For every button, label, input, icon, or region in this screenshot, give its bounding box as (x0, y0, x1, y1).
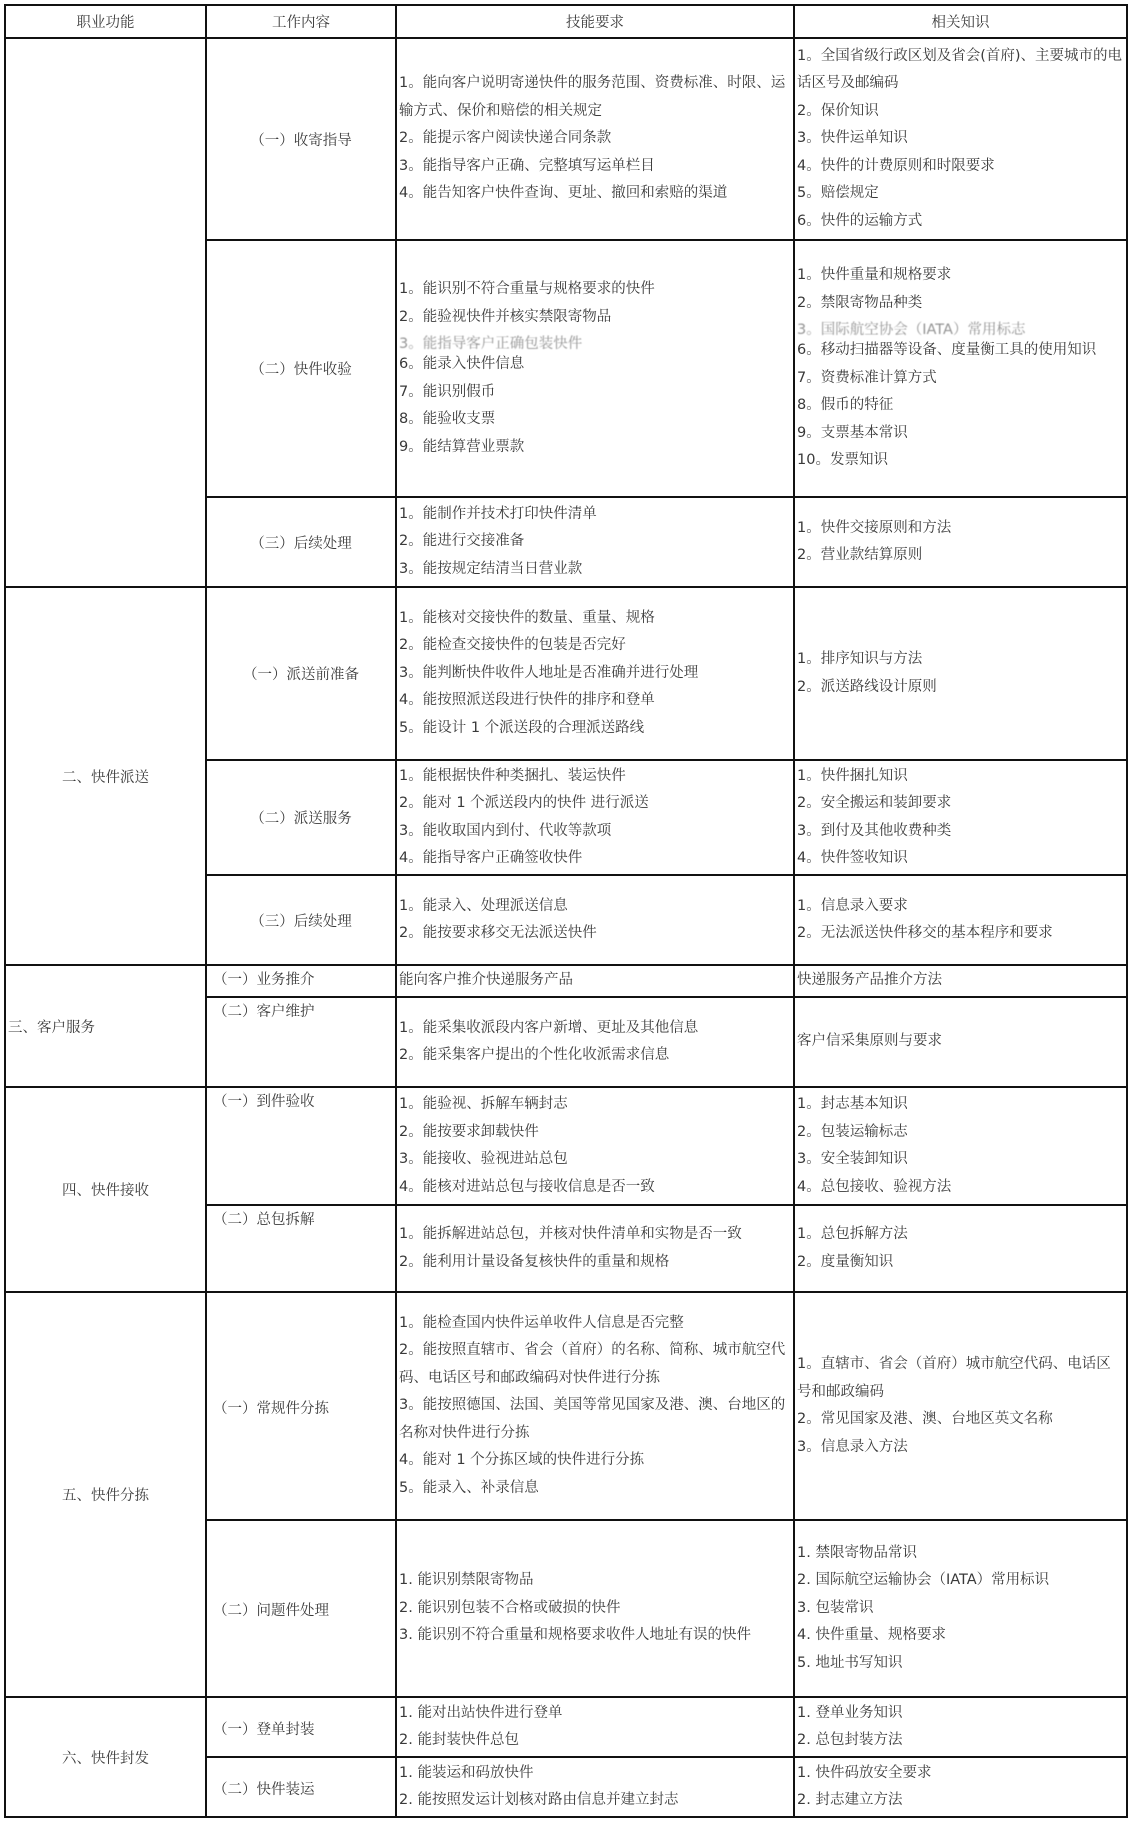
work-content-cell: （一）到件验收 (206, 1087, 396, 1205)
skill-item: 4。能告知客户快件查询、更址、撤回和索赔的渠道 (399, 185, 728, 202)
knowledge-cell (794, 875, 1127, 965)
knowledge-item: 1。全国省级行政区划及省会(首府)、主要城市的电话区号及邮编码 (797, 47, 1123, 92)
skill-item: 能向客户推介快递服务产品 (399, 972, 573, 989)
knowledge-cell (794, 1292, 1127, 1520)
knowledge-item: 5. 地址书写知识 (797, 1654, 903, 1671)
skill-item: 2。能按要求卸载快件 (399, 1123, 539, 1140)
knowledge-item: 7。资费标准计算方式 (797, 369, 937, 386)
skill-item: 1。能验视、拆解车辆封志 (399, 1096, 568, 1112)
table-row (5, 587, 1127, 760)
knowledge-item: 5。赔偿规定 (797, 185, 879, 202)
skill-item: 2。能按照直辖市、省会（首府）的名称、简称、城市航空代码、电话区号和邮政编码对快件进行分拣 (399, 1342, 786, 1386)
knowledge-item: 1。总包拆解方法 (797, 1226, 908, 1242)
skills-cell (396, 760, 794, 875)
work-content-cell: （二）快件收验 (206, 240, 396, 497)
knowledge-cell (794, 1087, 1127, 1205)
skills-cell (396, 997, 794, 1087)
skill-item: 1. 能装运和码放快件 (399, 1764, 534, 1781)
knowledge-item: 2. 总包封装方法 (797, 1732, 903, 1748)
skill-item: 1。能采集收派段内客户新增、更址及其他信息 (399, 1019, 699, 1036)
knowledge-item: 2. 封志建立方法 (797, 1792, 903, 1808)
work-content-cell: （三）后续处理 (206, 497, 396, 587)
work-content-cell: （一）派送前准备 (206, 587, 396, 760)
knowledge-cell (794, 1697, 1127, 1757)
knowledge-item: 2。常见国家及港、澳、台地区英文名称 (797, 1411, 1053, 1427)
skill-item: 1。能核对交接快件的数量、重量、规格 (399, 609, 655, 626)
skill-item: 8。能验收支票 (399, 411, 496, 427)
function-cell: 三、客户服务 (5, 965, 206, 1087)
skill-item: 3。能指导客户正确、完整填写运单栏目 (399, 157, 655, 174)
skills-cell (396, 875, 794, 965)
skills-cell (396, 1697, 794, 1757)
skill-item: 3。能按规定结清当日营业款 (399, 560, 583, 577)
skill-item: 2。能对 1 个派送段内的快件 进行派送 (399, 795, 649, 811)
skill-item: 2。能检查交接快件的包装是否完好 (399, 637, 626, 654)
knowledge-item: 1。快件重量和规格要求 (797, 267, 952, 284)
knowledge-item: 6。快件的运输方式 (797, 212, 923, 229)
header-related-knowledge: 相关知识 (794, 5, 1127, 38)
work-content-cell: （一）收寄指导 (206, 38, 396, 240)
knowledge-item: 3。国际航空协会（IATA）常用标志 (797, 322, 1026, 338)
work-content-cell: （二）派送服务 (206, 760, 396, 875)
skills-cell (396, 1757, 794, 1817)
table-row (5, 1697, 1127, 1757)
knowledge-item: 1. 登单业务知识 (797, 1704, 903, 1721)
knowledge-item: 1. 快件码放安全要求 (797, 1764, 932, 1781)
skills-cell (396, 1205, 794, 1292)
skill-item: 7。能识别假币 (399, 383, 496, 400)
knowledge-item: 3。快件运单知识 (797, 130, 908, 147)
work-content-cell: （二）客户维护 (206, 997, 396, 1087)
knowledge-item: 4。总包接收、验视方法 (797, 1178, 952, 1195)
header-skill-requirements: 技能要求 (396, 5, 794, 38)
skill-item: 1. 能对出站快件进行登单 (399, 1704, 563, 1721)
table-row (5, 38, 1127, 240)
knowledge-item: 1. 禁限寄物品常识 (797, 1544, 917, 1561)
knowledge-item: 客户信采集原则与要求 (797, 1033, 942, 1050)
work-content-cell: （一）登单封装 (206, 1697, 396, 1757)
table-header-row (5, 5, 1127, 38)
knowledge-cell (794, 965, 1127, 997)
knowledge-item: 1。排序知识与方法 (797, 651, 923, 667)
knowledge-item: 3. 包装常识 (797, 1599, 874, 1616)
knowledge-item: 2。包装运输标志 (797, 1123, 908, 1140)
skill-item: 2。能验视快件并核实禁限寄物品 (399, 308, 612, 325)
skills-cell (396, 240, 794, 497)
skills-cell (396, 497, 794, 587)
knowledge-cell (794, 240, 1127, 497)
knowledge-item: 2。禁限寄物品种类 (797, 294, 923, 311)
skill-item: 6。能录入快件信息 (399, 356, 525, 372)
skill-item: 4。能按照派送段进行快件的排序和登单 (399, 692, 655, 709)
function-cell (5, 38, 206, 587)
work-content-cell: （三）后续处理 (206, 875, 396, 965)
skill-item: 1。能检查国内快件运单收件人信息是否完整 (399, 1314, 684, 1331)
skill-item: 3。能指导客户正确包装快件 (399, 336, 583, 351)
skill-item: 1。能拆解进站总包，并核对快件清单和实物是否一致 (399, 1226, 742, 1242)
skill-item: 1。能根据快件种类捆扎、装运快件 (399, 767, 626, 784)
knowledge-item: 9。支票基本常识 (797, 424, 908, 441)
skill-item: 2。能利用计量设备复核快件的重量和规格 (399, 1253, 670, 1270)
skill-item: 1。能向客户说明寄递快件的服务范围、资费标准、时限、运输方式、保价和赔偿的相关规定 (399, 75, 786, 119)
skills-cell (396, 1292, 794, 1520)
skill-item: 4。能核对进站总包与接收信息是否一致 (399, 1178, 655, 1195)
function-cell: 六、快件封发 (5, 1697, 206, 1817)
skill-item: 2。能进行交接准备 (399, 533, 525, 550)
skill-item: 3。能判断快件收件人地址是否准确并进行处理 (399, 664, 699, 681)
knowledge-item: 1。快件捆扎知识 (797, 767, 908, 784)
table-row (5, 1292, 1127, 1520)
skills-cell (396, 965, 794, 997)
skill-item: 4。能对 1 个分拣区域的快件进行分拣 (399, 1452, 645, 1469)
knowledge-item: 1。快件交接原则和方法 (797, 519, 952, 536)
function-cell: 二、快件派送 (5, 587, 206, 965)
knowledge-item: 2。安全搬运和装卸要求 (797, 795, 952, 811)
knowledge-item: 6。移动扫描器等设备、度量衡工具的使用知识 (797, 342, 1097, 359)
knowledge-item: 10。发票知识 (797, 452, 888, 469)
knowledge-cell (794, 760, 1127, 875)
skill-item: 2。能提示客户阅读快递合同条款 (399, 130, 612, 147)
skill-item: 2. 能封装快件总包 (399, 1732, 519, 1748)
skill-item: 2. 能按照发运计划核对路由信息并建立封志 (399, 1792, 679, 1808)
function-cell: 五、快件分拣 (5, 1292, 206, 1697)
knowledge-item: 3。安全装卸知识 (797, 1151, 908, 1167)
skill-item: 4。能指导客户正确签收快件 (399, 850, 583, 866)
skill-item: 3。能按照德国、法国、美国等常见国家及港、澳、台地区的名称对快件进行分拣 (399, 1397, 786, 1441)
knowledge-item: 1。封志基本知识 (797, 1096, 908, 1112)
knowledge-item: 2。度量衡知识 (797, 1253, 894, 1270)
knowledge-item: 4。快件的计费原则和时限要求 (797, 157, 995, 174)
header-function: 职业功能 (5, 5, 206, 38)
skill-item: 1。能制作并技术打印快件清单 (399, 505, 597, 522)
skill-item: 1。能录入、处理派送信息 (399, 897, 568, 914)
skill-item: 5。能录入、补录信息 (399, 1479, 539, 1496)
knowledge-cell (794, 997, 1127, 1087)
knowledge-item: 4. 快件重量、规格要求 (797, 1627, 946, 1644)
skill-item: 5。能设计 1 个派送段的合理派送路线 (399, 719, 645, 736)
knowledge-item: 4。快件签收知识 (797, 850, 908, 866)
skill-item: 3. 能识别不符合重量和规格要求收件人地址有误的快件 (399, 1627, 751, 1644)
knowledge-item: 2。派送路线设计原则 (797, 678, 937, 695)
knowledge-cell (794, 1520, 1127, 1697)
knowledge-item: 3。信息录入方法 (797, 1438, 908, 1455)
skill-item: 9。能结算营业票款 (399, 438, 525, 455)
skill-item: 3。能接收、验视进站总包 (399, 1151, 568, 1167)
skills-cell (396, 587, 794, 760)
occupational-standard-table (4, 4, 1128, 1818)
knowledge-item: 快递服务产品推介方法 (797, 972, 942, 989)
skill-item: 1。能识别不符合重量与规格要求的快件 (399, 281, 655, 297)
table-row (5, 965, 1127, 997)
work-content-cell: （二）问题件处理 (206, 1520, 396, 1697)
skills-cell (396, 1520, 794, 1697)
work-content-cell: （一）常规件分拣 (206, 1292, 396, 1520)
work-content-cell: （二）总包拆解 (206, 1205, 396, 1292)
knowledge-cell (794, 1205, 1127, 1292)
table-row (5, 1087, 1127, 1205)
knowledge-item: 2. 国际航空运输协会（IATA）常用标识 (797, 1572, 1050, 1589)
knowledge-item: 1。信息录入要求 (797, 897, 908, 914)
work-content-cell: （一）业务推介 (206, 965, 396, 997)
skill-item: 2。能按要求移交无法派送快件 (399, 925, 597, 941)
skills-cell (396, 1087, 794, 1205)
skill-item: 3。能收取国内到付、代收等款项 (399, 822, 612, 839)
work-content-cell: （二）快件装运 (206, 1757, 396, 1817)
skill-item: 1. 能识别禁限寄物品 (399, 1572, 534, 1589)
knowledge-cell (794, 497, 1127, 587)
header-work-content: 工作内容 (206, 5, 396, 38)
knowledge-item: 2。保价知识 (797, 102, 879, 119)
knowledge-item: 1。直辖市、省会（首府）城市航空代码、电话区号和邮政编码 (797, 1356, 1111, 1400)
knowledge-item: 8。假币的特征 (797, 397, 894, 414)
function-cell: 四、快件接收 (5, 1087, 206, 1292)
knowledge-cell (794, 587, 1127, 760)
knowledge-item: 3。到付及其他收费种类 (797, 822, 952, 839)
knowledge-item: 2。无法派送快件移交的基本程序和要求 (797, 925, 1053, 941)
knowledge-cell (794, 38, 1127, 240)
knowledge-cell (794, 1757, 1127, 1817)
skills-cell (396, 38, 794, 240)
skill-item: 2。能采集客户提出的个性化收派需求信息 (399, 1047, 670, 1063)
skill-item: 2. 能识别包装不合格或破损的快件 (399, 1599, 621, 1616)
knowledge-item: 2。营业款结算原则 (797, 547, 923, 563)
